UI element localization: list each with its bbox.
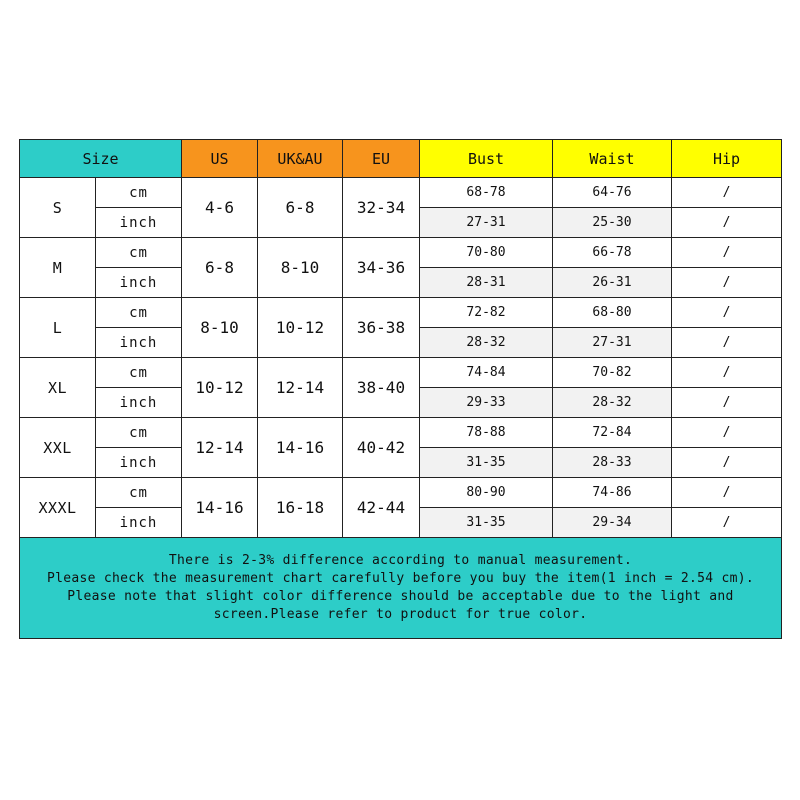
waist-inch: 28-32 [553,388,672,418]
ukau-size: 8-10 [258,238,343,298]
unit-cm: cm [96,358,182,388]
waist-cm: 72-84 [553,418,672,448]
unit-cm: cm [96,418,182,448]
ukau-size: 10-12 [258,298,343,358]
bust-inch: 28-31 [420,268,553,298]
eu-size: 32-34 [343,178,420,238]
hip-inch: / [672,268,782,298]
us-size: 8-10 [182,298,258,358]
waist-inch: 28-33 [553,448,672,478]
size-label: S [20,178,96,238]
bust-cm: 68-78 [420,178,553,208]
eu-size: 42-44 [343,478,420,538]
hip-inch: / [672,208,782,238]
ukau-size: 6-8 [258,178,343,238]
bust-cm: 78-88 [420,418,553,448]
unit-inch: inch [96,448,182,478]
bust-cm: 74-84 [420,358,553,388]
hip-cm: / [672,418,782,448]
us-size: 12-14 [182,418,258,478]
size-label: XXXL [20,478,96,538]
notes-row [20,538,782,639]
ukau-size: 12-14 [258,358,343,418]
waist-inch: 27-31 [553,328,672,358]
header-hip: Hip [672,140,782,178]
table-row-l-cm [20,298,782,328]
size-table-body [20,178,782,639]
waist-cm: 70-82 [553,358,672,388]
header-eu: EU [343,140,420,178]
hip-cm: / [672,478,782,508]
us-size: 4-6 [182,178,258,238]
bust-inch: 31-35 [420,508,553,538]
waist-inch: 26-31 [553,268,672,298]
note-difference: There is 2-3% difference according to manual measurement. [168,553,633,568]
header-bust: Bust [420,140,553,178]
note-color-difference: Please note that slight color difference should be acceptable due to the light and screen.Please refer to product for true color. [67,589,734,622]
table-row-xl-cm [20,358,782,388]
unit-inch: inch [96,328,182,358]
unit-cm: cm [96,298,182,328]
waist-cm: 74-86 [553,478,672,508]
hip-inch: / [672,448,782,478]
table-row-s-cm [20,178,782,208]
hip-cm: / [672,298,782,328]
waist-cm: 64-76 [553,178,672,208]
ukau-size: 16-18 [258,478,343,538]
waist-cm: 68-80 [553,298,672,328]
us-size: 6-8 [182,238,258,298]
us-size: 10-12 [182,358,258,418]
header-row [20,140,782,178]
hip-cm: / [672,238,782,268]
unit-inch: inch [96,388,182,418]
header-ukau: UK&AU [258,140,343,178]
bust-cm: 80-90 [420,478,553,508]
table-row-xxxl-cm [20,478,782,508]
bust-cm: 72-82 [420,298,553,328]
hip-inch: / [672,388,782,418]
table-row-xxl-cm [20,418,782,448]
header-size: Size [20,140,182,178]
header-us: US [182,140,258,178]
bust-cm: 70-80 [420,238,553,268]
hip-cm: / [672,358,782,388]
eu-size: 34-36 [343,238,420,298]
eu-size: 36-38 [343,298,420,358]
size-label: L [20,298,96,358]
waist-inch: 29-34 [553,508,672,538]
bust-inch: 28-32 [420,328,553,358]
table-row-m-cm [20,238,782,268]
bust-inch: 31-35 [420,448,553,478]
eu-size: 40-42 [343,418,420,478]
bust-inch: 27-31 [420,208,553,238]
unit-cm: cm [96,178,182,208]
unit-cm: cm [96,478,182,508]
unit-cm: cm [96,238,182,268]
size-label: XL [20,358,96,418]
size-label: M [20,238,96,298]
waist-inch: 25-30 [553,208,672,238]
ukau-size: 14-16 [258,418,343,478]
hip-inch: / [672,328,782,358]
hip-cm: / [672,178,782,208]
size-chart [19,139,781,642]
size-table [19,139,782,639]
note-check-chart: Please check the measurement chart carefully before you buy the item(1 inch = 2.54 cm). [46,571,755,586]
size-label: XXL [20,418,96,478]
hip-inch: / [672,508,782,538]
unit-inch: inch [96,268,182,298]
unit-inch: inch [96,208,182,238]
bust-inch: 29-33 [420,388,553,418]
header-waist: Waist [553,140,672,178]
measurement-notes [20,538,782,639]
waist-cm: 66-78 [553,238,672,268]
us-size: 14-16 [182,478,258,538]
unit-inch: inch [96,508,182,538]
eu-size: 38-40 [343,358,420,418]
